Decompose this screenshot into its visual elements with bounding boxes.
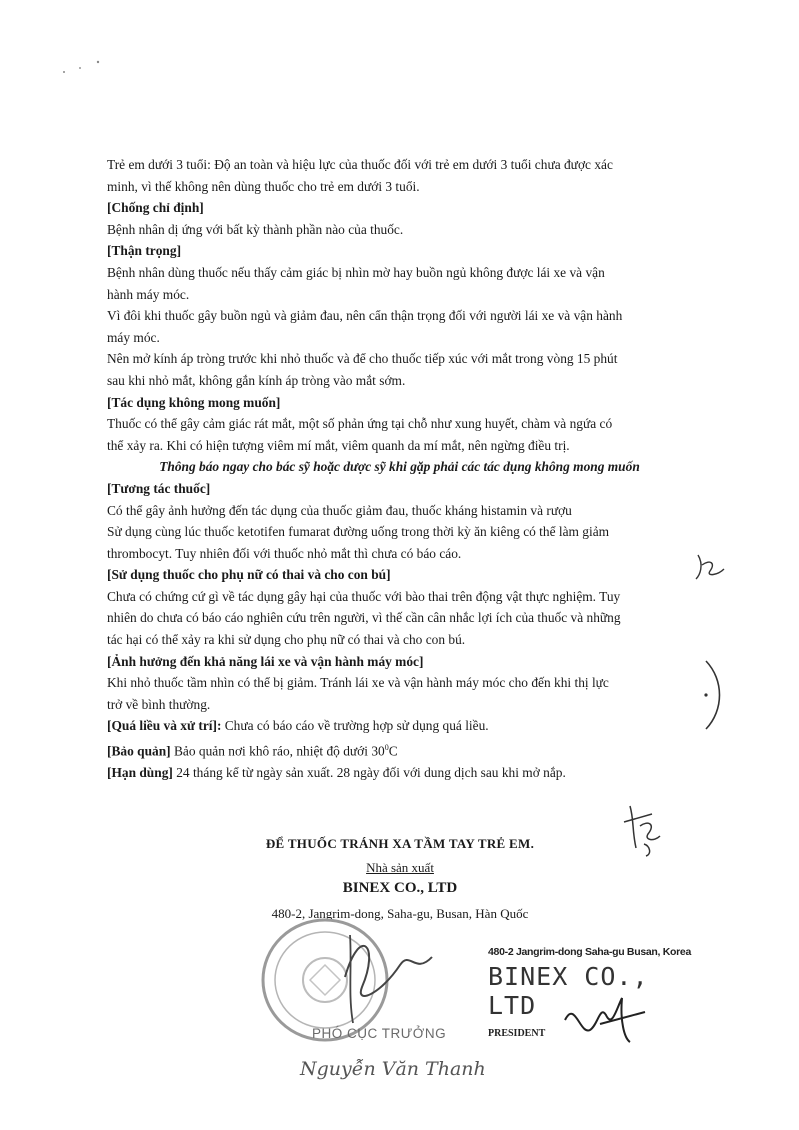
contraindications-text: Bệnh nhân dị ứng với bất kỳ thành phần nào của thuốc. bbox=[107, 221, 404, 237]
leaflet-body bbox=[107, 154, 692, 784]
under3-line-1: Trẻ em dưới 3 tuổi: Độ an toàn và hiệu lực của thuốc đối với trẻ em dưới 3 tuổi chưa được xác bbox=[107, 157, 613, 172]
stamp-address: 480-2 Jangrim-dong Saha-gu Busan, Korea bbox=[488, 946, 692, 958]
pregnancy-line-3: tác hại có thể xảy ra khi sử dụng cho phụ nữ có thai và cho con bú. bbox=[107, 632, 466, 648]
interactions-line-3: thrombocyt. Tuy nhiên đối với thuốc nhỏ mắt thì chưa có báo cáo. bbox=[107, 545, 462, 561]
storage-heading: [Bảo quản] bbox=[107, 743, 171, 759]
expiry-heading: [Hạn dùng] bbox=[107, 765, 173, 781]
contraindications-heading: [Chống chỉ định] bbox=[107, 200, 204, 216]
driving-line-1: Khi nhỏ thuốc tầm nhìn có thể bị giảm. Tránh lái xe và vận hành máy móc cho đến khi thị lực bbox=[107, 675, 609, 691]
overdose-line bbox=[107, 715, 692, 737]
stamp-company: BINEX CO., LTD bbox=[488, 962, 649, 1020]
storage-text: Bảo quản nơi khô ráo, nhiệt độ dưới 30 bbox=[170, 743, 385, 759]
official-name: Nguyễn Văn Thanh bbox=[300, 1058, 486, 1080]
caution-p2-line-2: máy móc. bbox=[107, 329, 160, 345]
overdose-text: Chưa có báo cáo về trường hợp sử dụng quá liều. bbox=[221, 718, 489, 734]
storage-unit: C bbox=[388, 743, 398, 759]
pregnancy-line-2: nhiên do chưa có báo cáo nghiên cứu trên người, vì thế cần cân nhắc lợi ích của thuốc và những bbox=[107, 610, 621, 626]
scan-speck-icon bbox=[58, 58, 108, 78]
president-signature-icon bbox=[560, 990, 650, 1050]
side-effects-heading: [Tác dụng không mong muốn] bbox=[107, 394, 281, 410]
expiry-line bbox=[107, 762, 692, 784]
driving-line-2: trở về bình thường. bbox=[107, 696, 211, 712]
official-title: PHÓ CỤC TRƯỞNG bbox=[312, 1026, 447, 1041]
margin-bracket-icon bbox=[700, 655, 730, 735]
caution-p1-line-1: Bệnh nhân dùng thuốc nếu thấy cảm giác bị nhìn mờ hay buồn ngủ không được lái xe và vận bbox=[107, 264, 605, 280]
interactions-line-2: Sử dụng cùng lúc thuốc ketotifen fumarat đường uống trong thời kỳ ăn kiêng có thể làm giảm bbox=[107, 524, 610, 540]
margin-initial-icon bbox=[690, 545, 730, 585]
side-effects-line-1: Thuốc có thể gây cảm giác rát mắt, một số phản ứng tại chỗ như xung huyết, chàm và ngứa có bbox=[107, 416, 613, 432]
notice-line: Thông báo ngay cho bác sỹ hoặc dược sỹ khi gặp phải các tác dụng không mong muốn bbox=[159, 459, 640, 475]
manufacturer-name: BINEX CO., LTD bbox=[342, 880, 458, 896]
caution-p3-line-2: sau khi nhỏ mắt, không gắn kính áp tròng vào mắt sớm. bbox=[107, 372, 406, 388]
interactions-heading: [Tương tác thuốc] bbox=[107, 480, 211, 496]
caution-p3-line-1: Nên mở kính áp tròng trước khi nhỏ thuốc và để cho thuốc tiếp xúc với mắt trong vòng 15 phút bbox=[107, 351, 618, 367]
pregnancy-line-1: Chưa có chứng cứ gì về tác dụng gây hại của thuốc với bào thai trên động vật thực nghiệm. Tuy bbox=[107, 588, 621, 604]
side-effects-line-2: thể xảy ra. Khi có hiện tượng viêm mí mắt, viêm quanh da mí mắt, nên ngừng điều trị. bbox=[107, 437, 570, 453]
caution-heading: [Thận trọng] bbox=[107, 243, 182, 259]
overdose-heading: [Quá liều và xử trí]: bbox=[107, 718, 222, 734]
interactions-line-1: Có thể gây ảnh hưởng đến tác dụng của thuốc giảm đau, thuốc kháng histamin và rượu bbox=[107, 502, 572, 518]
official-seal-icon bbox=[250, 895, 440, 1070]
manufacturer-address: 480-2, Jangrim-dong, Saha-gu, Busan, Hàn Quốc bbox=[271, 906, 529, 921]
child-warning: ĐỂ THUỐC TRÁNH XA TẦM TAY TRẺ EM. bbox=[265, 836, 535, 851]
manufacturer-label: Nhà sản xuất bbox=[366, 860, 434, 875]
storage-line bbox=[107, 737, 692, 762]
storage-degree: 0 bbox=[384, 743, 389, 753]
stamp-title: PRESIDENT bbox=[488, 1028, 546, 1039]
driving-heading: [Ảnh hưởng đến khả năng lái xe và vận hành máy móc] bbox=[107, 653, 424, 669]
under3-line-2: minh, vì thế không nên dùng thuốc cho trẻ em dưới 3 tuổi. bbox=[107, 178, 420, 194]
margin-initials-icon bbox=[618, 800, 668, 860]
pregnancy-heading: [Sử dụng thuốc cho phụ nữ có thai và cho con bú] bbox=[107, 567, 391, 583]
caution-p1-line-2: hành máy móc. bbox=[107, 286, 190, 302]
caution-p2-line-1: Vì đôi khi thuốc gây buồn ngủ và giảm đau, nên cẩn thận trọng đối với người lái xe và vận hành bbox=[107, 308, 623, 324]
expiry-text: 24 tháng kể từ ngày sản xuất. 28 ngày đối với dung dịch sau khi mở nắp. bbox=[172, 765, 566, 781]
